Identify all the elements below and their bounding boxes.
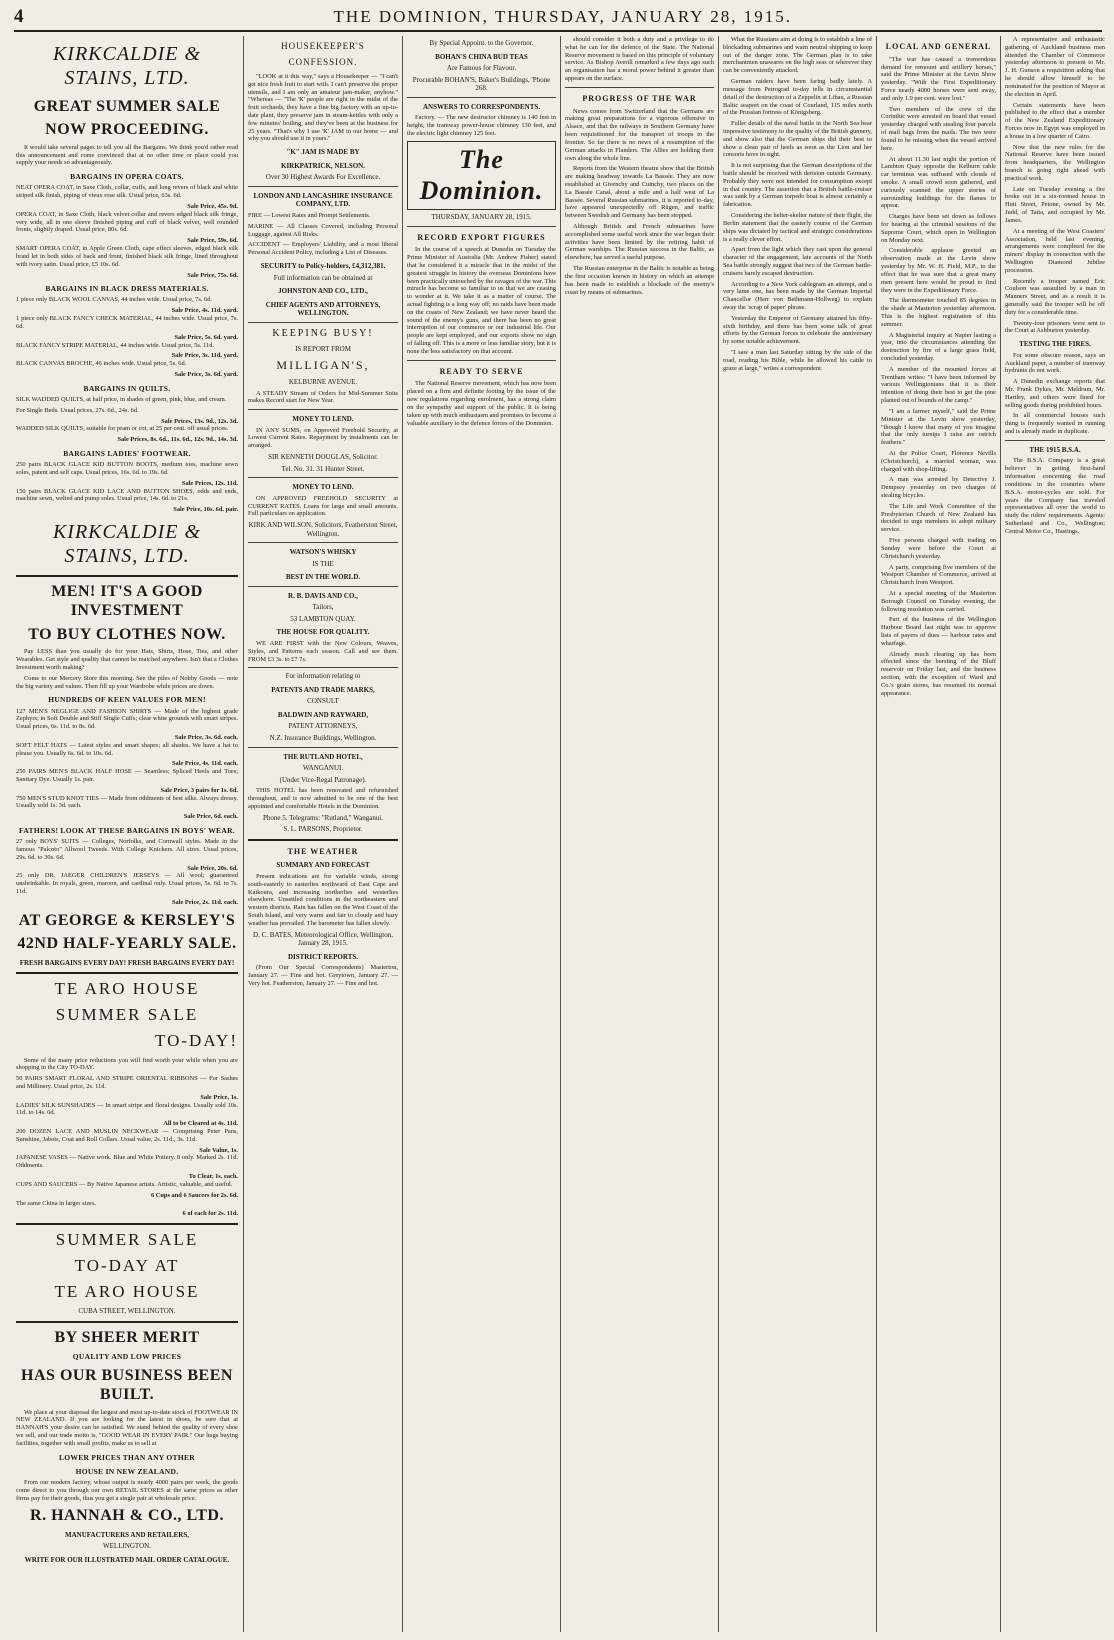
article-text: Two members of the crew of the Corinthic were arrested on board that vessel yesterday charged with stealing four parcels of mail bags from the mails. The two were found to be missing when the vessel arrived here.	[881, 105, 996, 152]
ad-item: 27 only BOYS' SUITS — Colleges, Norfolks, and Cornwall styles. Made in the famous "Palcoto" Allwool Tweeds. With College Knickers. All sizes. Usual prices, 29s. 6d. to 30s. 6d.	[16, 838, 238, 861]
newspaper-nameplate: The Dominion.	[407, 141, 556, 210]
divider	[248, 542, 398, 543]
article-text: (From Our Special Correspondents) Masterton, January 27. — Fine and hot. Greytown, January 27. — Very hot. Featherston, January 27. — Fine and hot.	[248, 964, 398, 987]
ad-column-left	[16, 36, 238, 1632]
article-text: Charges have been set down as follows for hearing at the criminal sessions of the Supreme Court, which open in Wellington on Monday next.	[881, 213, 996, 244]
article-text: Already much clearing up has been effected since the bursting of the Bluff reservoir on Friday last, and the business section, with the exception of Ward and Co.'s grain stores, has resumed its normal appearance.	[881, 650, 996, 697]
divider	[248, 586, 398, 587]
ad-price: Sale Price, 20s. 6d.	[187, 864, 238, 872]
article-text: Considering the helter-skelter nature of their flight, the Berlin statement that the easterly course of the German ships was dictated by tactical and strategic considerations is a really clever effort.	[723, 212, 872, 243]
ad-price: Sale Prices, 12s. 11d.	[181, 479, 238, 487]
article-text: Fuller details of the naval battle in the North Sea bear impressive testimony to the quality of the British gunnery, and show also that the German ships did their best to show a clean pair of heels as soon as the Lion and her consorts hove in sight.	[723, 120, 872, 159]
ad-signature: KIRK AND WILSON, Solicitors, Featherston Street, Wellington.	[248, 521, 398, 538]
article-heading: PROGRESS OF THE WAR	[582, 93, 697, 103]
ad-text: ON APPROVED FREEHOLD SECURITY at CURRENT RATES. Loans for large and small amounts. Full particulars on application.	[248, 494, 398, 518]
ad-section-heading: MONEY TO LEND.	[292, 415, 354, 424]
ad-tagline: FRESH BARGAINS EVERY DAY! FRESH BARGAINS EVERY DAY!	[19, 958, 235, 967]
divider	[16, 972, 238, 974]
ad-section-heading: BEST IN THE WORLD.	[285, 573, 361, 582]
ad-tagline: Over 30 Highest Awards For Excellence.	[265, 173, 381, 182]
divider	[248, 186, 398, 187]
ad-headline: SUMMER SALE	[55, 1230, 199, 1250]
ad-price: Sale Price, 10s. 6d. pair.	[173, 506, 238, 514]
article-text: News comes from Switzerland that the Germans are making great preparations for a vigorous offensive in Alsace, and that the railways in Southern Germany have been requisitioned for the transport of troops to the frontier. So far there is no news of a resumption of the German attacks in Flanders. The Allies are holding their own along the whole line.	[565, 107, 714, 162]
ad-headline: HOUSEKEEPER'S	[281, 41, 365, 51]
newspaper-date: THURSDAY, JANUARY 28, 1915.	[431, 213, 532, 222]
ad-price: To Clear, 1s. each.	[188, 1173, 238, 1181]
ad-price: All to be Cleared at 4s. 11d.	[163, 1120, 238, 1128]
ad-price: 6 of each for 2s. 11d.	[182, 1210, 238, 1218]
article-text: At a special meeting of the Masterton Borough Council on Tuesday evening, the following resolution was carried.	[881, 589, 996, 613]
article-heading: RECORD EXPORT FIGURES	[417, 232, 546, 242]
divider	[248, 667, 398, 668]
article-text: Present indications are for variable winds, strong south-easterly to easterlies northward of East Cape and Kaikoura, and increasing northerlies and westerlies elsewhere. Unsettled conditions in the northeastern and western districts. Rain has fallen on the West Coast of the South Island, and very warm and fair to cloudy and hazy weather has prevailed. The barometer has fallen slowly.	[248, 872, 398, 927]
ad-headline: MEN! IT'S A GOOD INVESTMENT	[51, 582, 203, 620]
divider	[407, 226, 556, 227]
ad-text: IN ANY SUMS, on Approved Freehold Security, at Lowest Current Rates. Repayment by instalments can be arranged.	[248, 426, 398, 450]
divider	[248, 322, 398, 323]
ad-item: For Single Beds. Usual prices, 27s. 6d., 24s. 6d.	[16, 406, 139, 414]
ad-headline: 42ND HALF-YEARLY SALE.	[17, 935, 237, 953]
ad-headline: CONFESSION.	[288, 56, 358, 67]
article-text: Factory. — The new destructor chimney is 140 feet in height, the tramway power-house chimney 130 feet, and the electric light chimney 125 feet.	[407, 114, 556, 137]
ad-item: 250 PAIRS MEN'S BLACK HALF HOSE — Seamless; Spliced Heels and Toes; Sanitary Dye. Usually 1s. pair.	[16, 768, 238, 784]
article-text: Certain statements have been published to the effect that a member of the New Zealand Expeditionary Forces now in Egypt was employed in a house in a low quarter of Cairo.	[1005, 101, 1105, 140]
ad-headline: TO BUY CLOTHES NOW.	[28, 625, 226, 643]
ad-item: WADDED SILK QUILTS, suitable for pram or cot, at 25 per cent. off usual prices.	[16, 425, 229, 433]
ad-section-heading: R. B. DAVIS AND CO.,	[288, 591, 358, 600]
ad-section-heading: LONDON AND LANCASHIRE INSURANCE COMPANY, LTD.	[253, 191, 393, 209]
ad-item: BLACK FANCY STRIPE MATERIAL, 44 inches wide. Usual price, 5s. 11d.	[16, 341, 215, 349]
article-text: Recently a trooper named Eric Coulson was assaulted by a man in Manners Street, and as a result it is generally said the trooper will be off duty for a considerable time.	[1005, 277, 1105, 316]
ad-headline: HAS OUR BUSINESS BEEN BUILT.	[21, 1366, 233, 1404]
ad-text: IS REPORT FROM	[295, 344, 351, 353]
ad-column-small	[248, 36, 398, 1632]
ad-headline: TO-DAY!	[155, 1030, 238, 1050]
ad-price: Sale Price, 3s. 11d. yard.	[171, 352, 238, 360]
ad-text: Come to our Mercery Store this morning. See the piles of Nobby Goods — note the big variety and values. Then fill up your Wardrobe while prices are down.	[16, 674, 238, 690]
ad-item: NEAT OPERA COAT, in Saxe Cloth, collar, cuffs, and long revers of black and white striped silk finish, piping of vieux rose silk. Usual price, 63s. 6d.	[16, 184, 238, 200]
ad-price: Sale Price, 45s. 9d.	[187, 203, 238, 211]
ad-item: 127 MEN'S NEGLIGE AND FASHION SHIRTS — Made of the highest grade Zephyrs; in Soft Double and Stiff Single Cuffs; clear white grounds with smart stripes. Usual prices, 6s. 11d. to 8s. 6d.	[16, 707, 238, 731]
ad-address: N.Z. Insurance Buildings, Wellington.	[269, 734, 377, 742]
divider	[16, 575, 238, 577]
article-text: Five persons charged with trading on Sunday were before the Court at Christchurch yesterday.	[881, 537, 996, 560]
article-text: According to a New York cablegram an attempt, and a very lame one, has been made by the German Imperial Chancellor (Herr von Bethmann-Hollweg) to explain away the 'scrap of paper' phrase.	[723, 280, 872, 311]
ad-item: The same China in larger sizes.	[16, 1199, 97, 1207]
ad-item: SMART OPERA COAT, in Apple Green Cloth, cape effect sleeves, edged black silk braid let in both sides of back and front, finished black silk fringe, lined throughout with ivory satin. Usual price, £5 10s. 6d.	[16, 245, 238, 268]
page-header	[14, 4, 1102, 32]
ad-text: "LOOK at it this way," says a Housekeeper — "I can't get nice fresh fruit to start with. I can't preserve the proper utensils, and I am only an amateur jam-maker, anyhow." "Whereas — "The 'K' people are right in the midst of the fruit orchards, they have a fine big factory with an up-to-date plant, they preserve jam in steam-kettles with only a few minutes' boiling, and they've been at the business for 25 years. "That's why I use 'K' JAM in our home — and why you should use it in yours."	[248, 72, 398, 143]
ad-headline: TE ARO HOUSE	[54, 979, 200, 999]
article-text: At the Police Court, Florence Nevills (Christchurch), a married woman, was charged with shop-lifting.	[881, 449, 996, 473]
ad-item: BLACK CANVAS BROCHE, 46 inches wide. Usual price, 5s. 6d.	[16, 360, 187, 368]
article-text: Twenty-four prisoners were sent to the Court at Ashburton yesterday.	[1005, 319, 1105, 335]
column-rule	[876, 36, 877, 1632]
ad-section-heading: HUNDREDS OF KEEN VALUES FOR MEN!	[48, 695, 206, 705]
article-text: Reports from the Western theatre show that the British are making headway towards La Bassée. They are now established at Givenchy and Cuinchy, two places on the La Bassée Canal, about a mile and a half west of La Bassée. Several Russian submarines, it is reported to-day, have appeared unexpectedly off Rügen, and traffic between Swedish and Germany has been stopped.	[565, 165, 714, 220]
ad-section-heading: HOUSE IN NEW ZEALAND.	[75, 1466, 179, 1476]
article-text: Although British and French submarines have accomplished some useful work since the war began their activities have been limited by the retiring habit of German warships. The Russian success in the Baltic, as elsewhere, has served a useful purpose.	[565, 223, 714, 262]
ad-item: 150 pairs BLACK GLACE KID LACE AND BUTTON SHOES, odds and ends, machine sewn, welted and pump soles. Usual price, 14s. 6d. to 21s.	[16, 487, 238, 503]
article-text: The National Reserve movement, which has now been placed on a firm and definite footing by the issue of the new regulations regarding enrolment, has a strong claim on the sympathy and support of the public. It is being taken up with much enthusiasm and promises to become a valuable auxiliary to the defence forces of the Dominion.	[407, 380, 556, 427]
ad-text: Pay LESS than you usually do for your Hats, Shirts, Hose, Ties, and other Wearables. Get style and quality that cannot be matched anywhere. Isn't that a Clothes Investment worth making?	[16, 648, 238, 671]
page-title: THE DOMINION, THURSDAY, JANUARY 28, 1915.	[333, 6, 792, 26]
article-text: In all commercial houses such thing is frequently wanted in running and is already made in duplicate.	[1005, 412, 1105, 436]
article-text: A member of the mounted forces at Trentham writes: "I have been informed by various Wellingtonians that it is their intention of doing their best to get the pine planted out of bounds of the camp."	[881, 365, 996, 405]
ad-address: CUBA STREET, WELLINGTON.	[78, 1307, 176, 1316]
article-signature: D. C. BATES, Meteorological Office, Wellington, January 28, 1915.	[253, 930, 393, 948]
ad-address: WELLINGTON.	[103, 1542, 151, 1551]
article-text: The thermometer touched 85 degrees in the shade at Masterton yesterday afternoon. This is the highest registration of this summer.	[881, 297, 996, 328]
article-text: A man was arrested by Detective J. Dempsey yesterday on two charges of stealing bicycles.	[881, 476, 996, 499]
column-rule	[1000, 36, 1001, 1632]
ad-text: Full information can be obtained at	[273, 273, 373, 282]
ad-section-heading: CHIEF AGENTS AND ATTORNEYS, WELLINGTON.	[265, 300, 381, 318]
divider	[407, 360, 556, 361]
article-text: It is not surprising that the German descriptions of the battle should be received with derision outside Germany. Probably they were not intended for consumption except in that country. The assertion that a British battle-cruiser was sunk by a German torpedo boat is almost certainly a fabrication.	[723, 162, 872, 209]
divider	[565, 87, 714, 88]
ad-signature: SIR KENNETH DOUGLAS, Solicitor.	[268, 453, 378, 462]
article-text: Considerable applause greeted an observation made at the Levin show yesterday by Mr. W. H. Field, M.P., to the effect that he was sure that a great many men present here would be proud to find they were in the Expeditionary Force.	[881, 247, 996, 294]
advertiser-name: KIRKCALDIE & STAINS, LTD.	[52, 521, 202, 568]
ad-section-heading: QUALITY AND LOW PRICES	[72, 1352, 182, 1362]
ad-price: Sale Value, 1s.	[199, 1146, 238, 1154]
article-heading: THE WEATHER	[287, 846, 359, 856]
ad-price: Sale Price, 5s. 6d. yard.	[174, 333, 238, 341]
ad-section-heading: MONEY TO LEND.	[292, 483, 354, 492]
article-subheading: SUMMARY AND FORECAST	[276, 861, 370, 870]
ad-section-heading: THE HOUSE FOR QUALITY.	[276, 628, 370, 637]
ad-text: Tailors,	[312, 603, 334, 612]
article-text: A party, comprising five members of the Westport Chamber of Commerce, arrived at Christchurch from Westport.	[881, 563, 996, 587]
ad-text: From our modern factory, whose output is nearly 4000 pairs per week, the goods come direct to you through our own RETAIL STORES at the same prices as other firms pay for their goods, thus you get a single pair at wholesale price.	[16, 1478, 238, 1502]
article-text: For some obscure reason, says an Auckland paper, a number of tramway hydrants do not work.	[1005, 351, 1105, 375]
ad-address: Procurable BOHAN'S, Baker's Buildings, 'Phone 268.	[412, 75, 551, 93]
news-column	[565, 36, 714, 1632]
article-text: "The war has caused a tremendous demand for remount and artillery horses," said the Prime Minister at the Levin Show yesterday. "With the First Expeditionary Force nearly 4000 horses were sent away, and only 1.9 per cent. were lost."	[881, 55, 996, 102]
ad-price: Sale Prices, 13s. 9d., 12s. 3d.	[161, 417, 238, 425]
ad-section-heading: SECURITY to Policy-holders, £4,312,381.	[260, 261, 386, 270]
column-rule	[560, 36, 561, 1632]
article-heading: ANSWERS TO CORRESPONDENTS.	[422, 102, 541, 111]
ad-section-heading: BALDWIN AND RAYWARD,	[277, 710, 369, 719]
divider	[248, 409, 398, 410]
ad-section-heading: "K" JAM IS MADE BY	[286, 148, 360, 157]
ad-text: A STEADY Stream of Orders for Mid-Summer Suits makes Record start for New Year.	[248, 389, 398, 405]
ad-headline: SUMMER SALE	[55, 1005, 199, 1025]
ad-section-heading: MANUFACTURERS AND RETAILERS,	[64, 1530, 189, 1539]
article-text: Apart from the light which they cast upon the general character of the engagement, late accounts of the North Sea battle strongly suggest that two of the German battle-cruisers barely escaped destruction.	[723, 246, 872, 277]
article-heading: TESTING THE FIRES.	[1019, 340, 1091, 349]
ad-section-heading: JOHNSTON AND CO., LTD.,	[278, 287, 368, 296]
ad-section-heading: BARGAINS IN QUILTS.	[83, 383, 171, 393]
ad-item: 250 pairs BLACK GLACE KID BUTTON BOOTS, medium toes, machine sewn soles, patent and self caps. Usual prices, 16s. 6d. to 19s. 6d.	[16, 461, 238, 476]
divider	[248, 747, 398, 748]
article-text: Yesterday the Emperor of Germany attained his fifty-sixth birthday, and there has been some talk of great efforts by the German forces to celebrate the anniversary by some notable achievement.	[723, 314, 872, 346]
article-heading: THE 1915 B.S.A.	[1029, 445, 1081, 454]
ad-headline: AT GEORGE & KERSLEY'S	[18, 911, 236, 929]
ad-text: We place at your disposal the largest and most up-to-date stock of FOOTWEAR IN NEW ZEALAND. If you are looking for the latest in shoes, be sure that at HANNAH'S your desire can be satisfied. We stand behind the quality of every shoe we sell, and our trade motto is, "GOOD WEAR IN EVERY PAIR." Our hugs buying facilities, together with small profits, make us to sell at	[16, 1408, 238, 1447]
ad-item: ACCIDENT — Employers' Liability, and a most liberal Personal Accident Policy, including a List of Diseases.	[248, 241, 398, 257]
column-rule	[243, 36, 244, 1632]
ad-headline: MILLIGAN'S,	[276, 358, 370, 373]
article-text: At a meeting of the West Coasters' Association, held last evening, arrangements were completed for the miners' display in connection with the Wellington Diamond Jubilee procession.	[1005, 227, 1105, 274]
ad-text: For information relating to	[285, 672, 361, 681]
ad-section-heading: BARGAINS IN BLACK DRESS MATERIALS.	[45, 284, 209, 294]
ad-item: 1 piece only BLACK FANCY CHECK MATERIAL, 44 inches wide. Usual price, 7s. 6d.	[16, 315, 238, 330]
editorial-column	[407, 36, 556, 1632]
ad-price: Sale Price, 3 pairs for 1s. 6d.	[160, 786, 238, 794]
ad-text: IS THE	[312, 559, 334, 568]
article-text: Now that the new rules for the National Reserve have been issued from headquarters, the Wellington branch is going right ahead with practical work.	[1005, 143, 1105, 182]
ad-item: CUPS AND SAUCERS — By Native Japanese artists. Artistic, valuable, and useful.	[16, 1180, 233, 1188]
ad-headline: TO-DAY AT	[74, 1255, 180, 1275]
ad-text: It would take several pages to tell you all the Bargains. We think you'd rather read this announcement and come convinced that at no other time or place could you supply your needs so advantageously.	[16, 143, 238, 167]
ad-price: Sale Price, 2s. 11d. each.	[171, 898, 238, 906]
article-text: Late on Tuesday evening a fire broke out in a six-roomed house in Hutt Street, Petone, owned by Mr. Judd, of Taita, and occupied by Mr. James.	[1005, 185, 1105, 224]
ad-price: Sale Prices, 8s. 6d., 11s. 6d., 12s. 9d., 14s. 3d.	[117, 436, 238, 444]
ad-price: 6 Cups and 6 Saucers for 2s. 6d.	[150, 1191, 238, 1199]
article-text: What the Russians aim at doing is to establish a line of blockading submarines and warn neutral shipping to keep out of the danger zone. The German plan is to take merchantmen unawares on the high seas or wherever they can be conveniently attacked.	[723, 36, 872, 75]
column-rule	[402, 36, 403, 1632]
ad-section-heading: LOWER PRICES THAN ANY OTHER	[58, 1452, 196, 1462]
ad-text: Some of the many price reductions you will find worth your while when you are shopping in the City TO-DAY.	[16, 1056, 238, 1072]
ad-section-heading: BOHAN'S CHINA BUD TEAS	[435, 52, 528, 61]
ad-section-heading: FATHERS! LOOK AT THESE BARGAINS IN BOYS' WEAR.	[19, 826, 235, 836]
local-news-column	[881, 36, 996, 1632]
ad-headline: GREAT SUMMER SALE	[33, 97, 221, 115]
article-text: The Russian enterprise in the Baltic is notable as being the first occasion known in history on which an attempt has been made to establish a blockade of the enemy's coast by means of submarines.	[565, 265, 714, 296]
ad-item: 750 MEN'S STUD KNOT TIES — Made from oddments of best silks. Always dressy. Usually sold 1s. 3d. each.	[16, 794, 238, 810]
ad-price: Sale Price, 75s. 6d.	[187, 271, 238, 279]
article-subheading: DISTRICT REPORTS.	[287, 952, 359, 961]
ad-headline: NOW PROCEEDING.	[45, 121, 209, 139]
ad-text: (Under Vice-Regal Patronage).	[279, 775, 367, 784]
divider	[248, 477, 398, 478]
article-text: The B.S.A. Company is a great believer in getting first-hand information concerning the road conditions in the countries where B.S.A. motor-cycles are sold. For years the Company has traveled representatives all over the world to study the riders' requirements. Agents: Sutherland and Co., Wellington; Central Motor Co., Hastings.	[1005, 457, 1105, 535]
ad-price: Sale Price, 6d. each.	[183, 813, 238, 821]
divider	[16, 1223, 238, 1225]
ad-text: Are Famous for Flavour.	[446, 64, 517, 73]
article-text: In the course of a speech at Dunedin on Tuesday the Prime Minister of Australia (Mr. Andrew Fisher) stated that he considered it a miracle that in the midst of the greatest struggle in history the overseas Dominions have been practically untouched by the ravages of the war. This miracle has become so familiar to us that we are ceasing to wonder at it. We take it as a matter of course. The actual fighting is a long way off; no raids have been made on the coasts of New Zealand; we have never heard the sound of the enemy's guns, and there has been no great interruption of our commerce or our industrial life. Our people are kept employed, and our exports show no sign of falling off. This is a more or less familiar story, but it is none the less satisfactory on that account.	[407, 246, 556, 355]
ad-price: Sale Price, 3s. 6d. yard.	[174, 370, 238, 378]
advertiser-name: R. HANNAH & CO., LTD.	[30, 1507, 224, 1525]
ad-item: JAPANESE VASES — Native work. Blue and White Pottery. 8 only. Marked 2s. 11d. Oddments.	[16, 1154, 238, 1170]
ad-price: Sale Price, 59s. 6d.	[187, 237, 238, 245]
ad-headline: KEEPING BUSY!	[272, 327, 374, 339]
article-text: "I am a farmer myself," said the Prime Minister at the Levin show yesterday, "though I know that many of you imagine that the only turnips I raise are ostrich feathers."	[881, 407, 996, 447]
ad-item: LADIES' SILK SUNSHADES — In smart stripe and floral designs. Usually sold 10s. 11d. to 14s. 6d.	[16, 1101, 238, 1117]
ad-price: Sale Price, 3s. 6d. each.	[174, 733, 238, 741]
ad-headline: BY SHEER MERIT	[54, 1328, 200, 1346]
ad-section-heading: THE RUTLAND HOTEL,	[283, 752, 363, 761]
ad-section-heading: PATENTS AND TRADE MARKS,	[271, 685, 375, 694]
ad-text: CONSULT	[307, 697, 339, 706]
ad-item: 1 piece only BLACK WOOL CANVAS, 44 inches wide. Usual price, 7s. 6d.	[16, 296, 213, 304]
ad-item: 200 DOZEN LACE AND MUSLIN NECKWEAR — Comprising Peter Pans, Sunshine, Jabots, Coat and Roll Collars. Usual value, 2s. 11d., 3s. 11d.	[16, 1128, 238, 1143]
ad-item: MARINE — All Classes Covered, including Personal Luggage, against All Risks.	[248, 222, 398, 238]
article-text: "I saw a man last Saturday sitting by the side of the road, reading his Bible, while he allowed his cattle to graze at large," writes a correspondent.	[723, 349, 872, 372]
article-heading: READY TO SERVE	[439, 366, 524, 376]
article-text: The Life and Work Committee of the Presbyterian Church of New Zealand has decided to urge members to adopt military service.	[881, 502, 996, 534]
ad-text: PATENT ATTORNEYS,	[288, 722, 358, 731]
article-text: A Dunedin exchange reports that Mr. Frank Dykes, Mr. Meldrum, Mr. Hartley, and others were fined for selling goods during prohibited hours.	[1005, 378, 1105, 409]
ad-text: KELBURNE AVENUE.	[288, 377, 358, 386]
advertiser-name: KIRKCALDIE & STAINS, LTD.	[52, 43, 202, 90]
ad-section-heading: BARGAINS IN OPERA COATS.	[70, 172, 184, 182]
ad-text: WE ARE FIRST with the New Colours, Weaves, Styles, and Patterns each season. Call and see them. FROM £3 3s. to £7 7s.	[248, 639, 398, 663]
ad-text: By Special Appoint. to the Governor.	[429, 39, 534, 47]
ad-section-heading: BARGAINS LADIES' FOOTWEAR.	[63, 448, 191, 458]
ad-price: Sale Price, 4s. 11d. yard.	[171, 307, 238, 315]
divider	[407, 97, 556, 98]
ad-tagline: WRITE FOR OUR ILLUSTRATED MAIL ORDER CATALOGUE.	[24, 1555, 230, 1564]
ad-text: THIS HOTEL has been renovated and refurnished throughout, and is now admitted to be one of the best appointed and comfortable Hotels in the Dominion.	[248, 787, 398, 810]
article-text: Part of the business of the Wellington Harbour Board last night was to approve lists of payers of dues — harbour rates and wharfage.	[881, 616, 996, 647]
divider	[16, 1321, 238, 1323]
ad-text: Phone 5. Telegrams: "Rutland," Wanganui.	[262, 813, 384, 822]
ad-item: 50 PAIRS SMART FLORAL AND STRIPE ORIENTAL RIBBONS — For Sashes and Millinery. Usual price, 2s. 11d.	[16, 1075, 238, 1090]
page-number: 4	[14, 6, 24, 28]
ad-item: 25 only DR. JAEGER CHILDREN'S JERSEYS — All wool; guaranteed unshrinkable. In royals, green, maroon, and cardinal only. Usual prices, 5s. 6d. to 7s. 11d.	[16, 872, 238, 896]
local-news-column	[1005, 36, 1105, 1632]
divider	[1005, 440, 1105, 441]
ad-text: WANGANUI.	[302, 764, 344, 773]
news-column	[723, 36, 872, 1632]
article-text: At about 11.30 last night the portion of Lambton Quay opposite the Kelburn cable car terminus was suffused with clouds of smoke. A small crowd soon gathered, and curiously scanned the upper stories of surrounding buildings for the flames to appear.	[881, 155, 996, 210]
ad-section-heading: KIRKPATRICK, NELSON.	[281, 161, 365, 170]
ad-headline: TE ARO HOUSE	[54, 1281, 200, 1301]
ad-price: Sale Price, 1s.	[200, 1093, 238, 1101]
ad-section-heading: WATSON'S WHISKY	[289, 548, 357, 557]
article-text: German raiders have been faring badly lately. A message from Petrograd to-day tells in circumstantial detail of the destruction of a Zeppelin at Libau, a Russian Baltic seaport on the coast of Courland, 115 miles north of the Prussian fortress of Königsberg.	[723, 78, 872, 117]
ad-signature: S. L. PARSONS, Proprietor.	[283, 825, 363, 834]
article-text: A Magisterial inquiry at Napier lasting a year, into the circumstances attending the destruction by fire of a large grass field, concluded yesterday.	[881, 331, 996, 362]
ad-item: OPERA COAT, in Saxe Cloth, black velvet collar and revers edged black silk fringe, very wide, all in one sleeve finished piping and cuff of black velvet, well rounded fronts, slightly draped. Usual price, 80s. 6d.	[16, 210, 238, 234]
ad-address: 53 LAMBTON QUAY.	[290, 614, 356, 623]
ad-price: Sale Price, 4s. 11d. each.	[171, 760, 238, 768]
article-text: A representative and enthusiastic gathering of Auckland business men attended the Chamber of Commerce yesterday afternoon to present to Mr. J. H. Gunson a requisition asking that he should allow himself to be nominated for the position of Mayor at the election in April.	[1005, 36, 1105, 98]
ad-item: FIRE — Lowest Rates and Prompt Settlements.	[248, 211, 371, 219]
ad-item: SOFT FELT HATS — Latest styles and smart shapes; all shades. We have a hat to please you. Usually 6s. 6d. to 10s. 6d.	[16, 741, 238, 757]
column-rule	[718, 36, 719, 1632]
divider	[248, 839, 398, 841]
article-heading: LOCAL AND GENERAL	[885, 42, 992, 51]
ad-address: Tel. No. 31. 31 Hunter Street.	[281, 464, 365, 473]
article-text: should consider it both a duty and a privilege to do what he can for the defence of the State. The National Reserve movement is based on this principle of voluntary service. As Bishop Averill remarked a few days ago such an organisation has a moral power behind it greater than appears on the surface.	[565, 36, 714, 83]
ad-item: SILK WADDED QUILTS, at half price, in shades of green, pink, blue, and cream.	[16, 395, 227, 403]
